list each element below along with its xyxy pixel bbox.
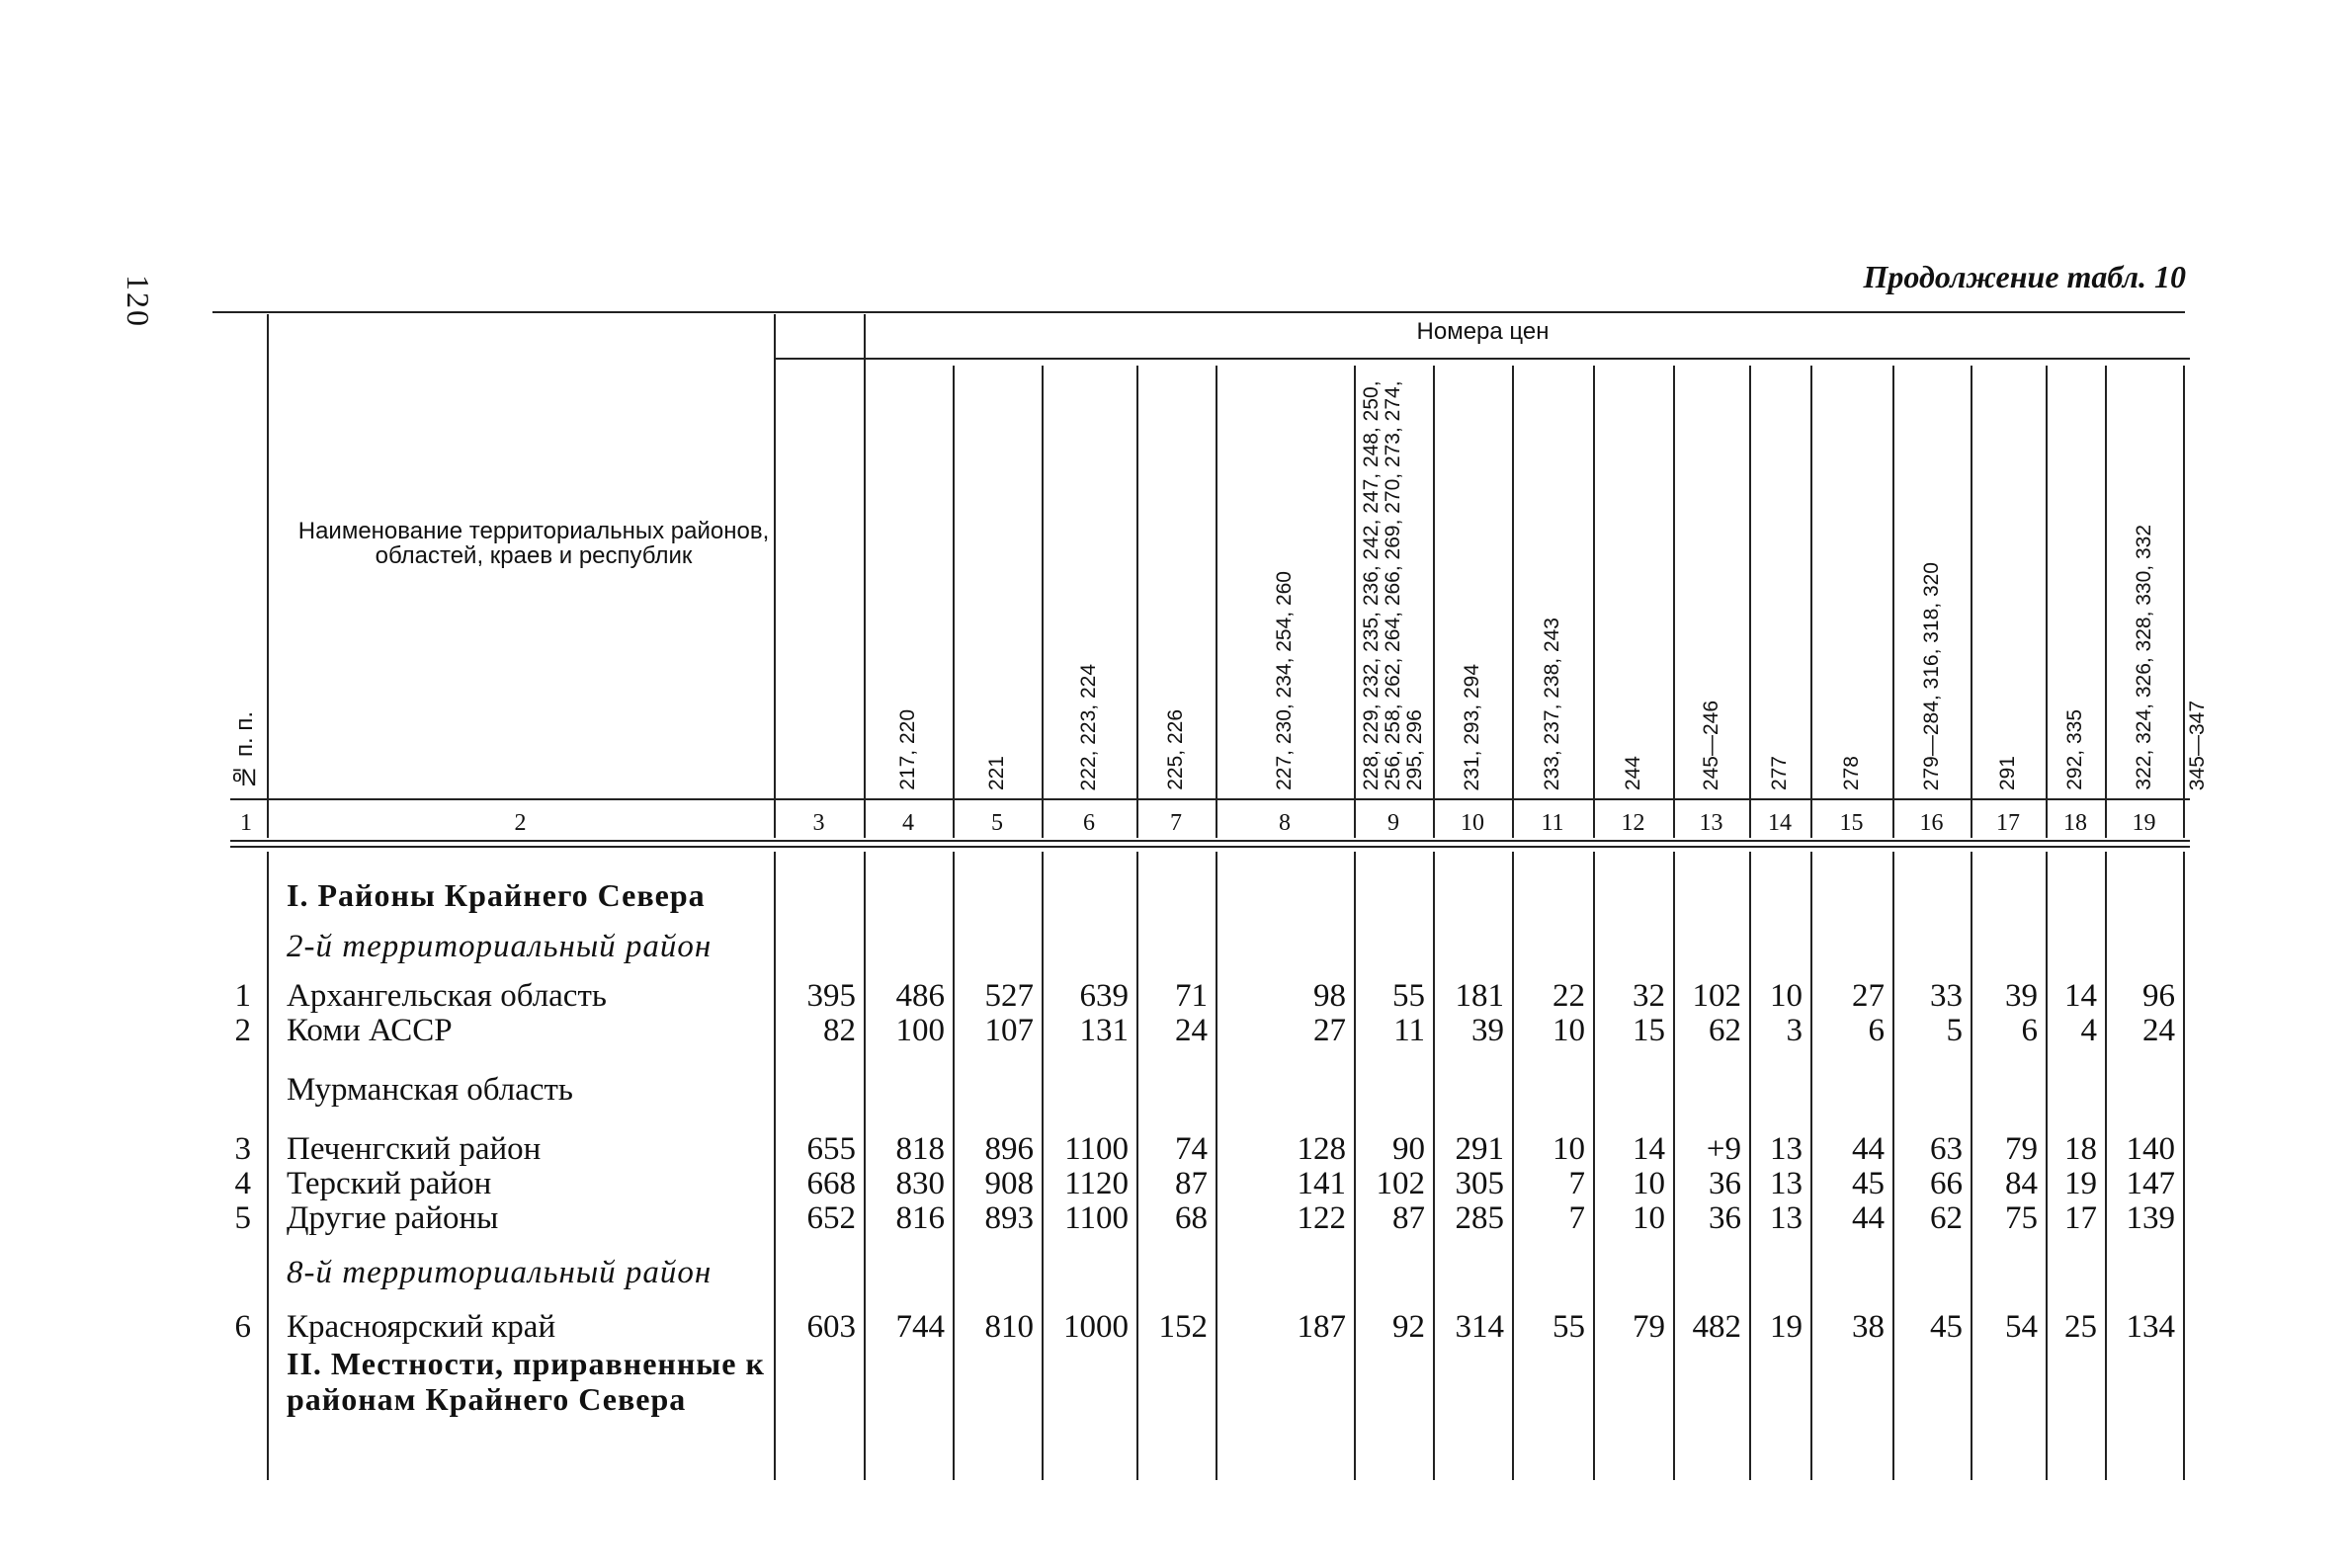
price-column-header bbox=[1753, 371, 1806, 790]
table-cell: 147 bbox=[2126, 1166, 2175, 1201]
column-number: 14 bbox=[1768, 810, 1792, 836]
price-column-header-label: 231, 293, 294 bbox=[1461, 663, 1483, 790]
table-cell: 18 bbox=[2064, 1131, 2097, 1167]
table-cell: 54 bbox=[2005, 1309, 2038, 1345]
price-column-header-label: 277 bbox=[1768, 755, 1791, 790]
section-heading: I. Районы Крайнего Севера bbox=[287, 877, 706, 913]
table-cell: 6 bbox=[1868, 1013, 1885, 1048]
header-column-divider bbox=[1354, 366, 1356, 838]
table-cell: 25 bbox=[2064, 1309, 2097, 1345]
table-cell: 27 bbox=[1852, 978, 1885, 1014]
price-column-header-label: 278 bbox=[1839, 755, 1863, 790]
table-cell: 139 bbox=[2126, 1200, 2175, 1236]
column-number: 18 bbox=[2063, 810, 2087, 836]
table-cell: 830 bbox=[895, 1166, 945, 1201]
table-cell: 7 bbox=[1568, 1200, 1585, 1236]
row-name: Печенгский район bbox=[287, 1131, 542, 1167]
table-cell: 1100 bbox=[1064, 1200, 1129, 1236]
price-column-header-label: 233, 237, 238, 243 bbox=[1541, 617, 1563, 790]
price-column-header bbox=[1896, 371, 1967, 790]
table-caption: Продолжение табл. 10 bbox=[1863, 259, 2186, 294]
table-cell: 10 bbox=[1552, 1131, 1585, 1167]
table-cell: 71 bbox=[1175, 978, 1208, 1014]
table-cell: 66 bbox=[1930, 1166, 1963, 1201]
table-cell: 87 bbox=[1392, 1200, 1425, 1236]
price-column-header bbox=[1516, 371, 1589, 790]
table-cell: 652 bbox=[806, 1200, 856, 1236]
table-cell: 45 bbox=[1852, 1166, 1885, 1201]
table-cell: 5 bbox=[1946, 1013, 1963, 1048]
name-column-header: Наименование территориальных районов, областей, краев и республик bbox=[297, 518, 770, 569]
price-column-header bbox=[1437, 371, 1508, 790]
price-column-header-label: 221 bbox=[985, 755, 1008, 790]
row-number-header bbox=[225, 632, 265, 790]
table-cell: 603 bbox=[806, 1309, 856, 1345]
price-column-header bbox=[1046, 371, 1133, 790]
table-cell: 44 bbox=[1852, 1131, 1885, 1167]
row-number: 4 bbox=[234, 1166, 251, 1201]
table-cell: 107 bbox=[984, 1013, 1034, 1048]
row-number: 3 bbox=[234, 1131, 251, 1167]
table-cell: 68 bbox=[1175, 1200, 1208, 1236]
table-cell: 13 bbox=[1770, 1200, 1803, 1236]
colnum-bottom-rule bbox=[230, 840, 2190, 842]
colnum-bottom-rule-2 bbox=[230, 846, 2190, 848]
header-column-divider bbox=[1433, 366, 1435, 838]
table-cell: 63 bbox=[1930, 1131, 1963, 1167]
price-column-header-label: 291 bbox=[1996, 755, 2019, 790]
table-cell: 19 bbox=[1770, 1309, 1803, 1345]
column-number: 5 bbox=[991, 810, 1003, 836]
table-cell: 13 bbox=[1770, 1166, 1803, 1201]
table-cell: 22 bbox=[1552, 978, 1585, 1014]
table-cell: 17 bbox=[2064, 1200, 2097, 1236]
table-cell: 152 bbox=[1158, 1309, 1208, 1345]
column-number: 11 bbox=[1541, 810, 1564, 836]
header-column-divider bbox=[267, 314, 269, 838]
table-cell: 100 bbox=[895, 1013, 945, 1048]
table-cell: 55 bbox=[1392, 978, 1425, 1014]
header-group-rule bbox=[774, 358, 2190, 360]
price-column-header-label: 322, 324, 326, 328, 330, 332 bbox=[2132, 525, 2155, 790]
table-cell: 96 bbox=[2142, 978, 2175, 1014]
table-cell: 55 bbox=[1552, 1309, 1585, 1345]
price-column-header-label: 217, 220 bbox=[896, 709, 919, 790]
table-cell: 140 bbox=[2126, 1131, 2175, 1167]
price-column-header-label: 345—347 bbox=[2186, 700, 2209, 790]
table-cell: 36 bbox=[1709, 1200, 1741, 1236]
price-column-header-label: 244 bbox=[1621, 755, 1644, 790]
table-cell: 285 bbox=[1455, 1200, 1504, 1236]
price-column-header bbox=[1814, 371, 1888, 790]
table-cell: 131 bbox=[1079, 1013, 1129, 1048]
table-cell: 19 bbox=[2064, 1166, 2097, 1201]
column-number: 2 bbox=[514, 810, 527, 836]
table-cell: 44 bbox=[1852, 1200, 1885, 1236]
table-cell: 45 bbox=[1930, 1309, 1963, 1345]
column-number: 12 bbox=[1621, 810, 1645, 836]
header-column-divider bbox=[1673, 366, 1675, 838]
table-cell: 181 bbox=[1455, 978, 1504, 1014]
table-cell: 79 bbox=[2005, 1131, 2038, 1167]
row-name: Терский район bbox=[287, 1166, 492, 1201]
body-column-divider bbox=[267, 852, 269, 1480]
table-cell: 11 bbox=[1393, 1013, 1425, 1048]
table-cell: 908 bbox=[984, 1166, 1034, 1201]
column-number: 1 bbox=[240, 810, 252, 836]
table-cell: 62 bbox=[1930, 1200, 1963, 1236]
header-column-divider bbox=[1042, 366, 1044, 838]
table-cell: 6 bbox=[2021, 1013, 2038, 1048]
table-cell: 395 bbox=[806, 978, 856, 1014]
table-cell: 896 bbox=[984, 1131, 1034, 1167]
top-rule bbox=[212, 311, 2185, 313]
body-column-divider bbox=[2183, 852, 2185, 1480]
table-cell: 122 bbox=[1297, 1200, 1346, 1236]
header-column-divider bbox=[1216, 366, 1217, 838]
table-cell: 744 bbox=[895, 1309, 945, 1345]
header-column-divider bbox=[1593, 366, 1595, 838]
table-cell: 305 bbox=[1455, 1166, 1504, 1201]
table-cell: 10 bbox=[1633, 1166, 1665, 1201]
table-cell: 102 bbox=[1376, 1166, 1425, 1201]
price-column-header bbox=[2109, 371, 2179, 790]
table-cell: 27 bbox=[1313, 1013, 1346, 1048]
price-column-header-label: 228, 229, 232, 235, 236, 242, 247, 248, 250, 256, 258, 262, 264, 266, 269, 270, 273, 274, 295, 296 bbox=[1360, 380, 1426, 790]
price-column-header bbox=[1219, 371, 1350, 790]
table-cell: 668 bbox=[806, 1166, 856, 1201]
price-column-header bbox=[1597, 371, 1669, 790]
column-number: 7 bbox=[1170, 810, 1182, 836]
row-name: Архангельская область bbox=[287, 978, 607, 1014]
price-column-header-label: 292, 335 bbox=[2063, 709, 2086, 790]
price-column-header-label: 279—284, 316, 318, 320 bbox=[1919, 561, 1943, 790]
price-column-header-label: 227, 230, 234, 254, 260 bbox=[1273, 571, 1296, 790]
column-number: 10 bbox=[1461, 810, 1484, 836]
header-column-divider bbox=[1749, 366, 1751, 838]
table-cell: 33 bbox=[1930, 978, 1963, 1014]
header-column-divider bbox=[2105, 366, 2107, 838]
price-column-header bbox=[2187, 371, 2209, 790]
table-cell: 39 bbox=[2005, 978, 2038, 1014]
table-cell: 141 bbox=[1297, 1166, 1346, 1201]
table-cell: 74 bbox=[1175, 1131, 1208, 1167]
table-cell: 291 bbox=[1455, 1131, 1504, 1167]
table-cell: 10 bbox=[1770, 978, 1803, 1014]
column-number: 13 bbox=[1699, 810, 1723, 836]
price-column-header-label: 222, 223, 224 bbox=[1077, 663, 1100, 790]
row-name: Красноярский край bbox=[287, 1309, 556, 1345]
header-column-divider bbox=[1971, 366, 1972, 838]
table-cell: 1120 bbox=[1064, 1166, 1129, 1201]
table-cell: 24 bbox=[2142, 1013, 2175, 1048]
table-cell: 32 bbox=[1633, 978, 1665, 1014]
column-number: 16 bbox=[1919, 810, 1944, 836]
table-cell: 1100 bbox=[1064, 1131, 1129, 1167]
table-cell: 527 bbox=[984, 978, 1034, 1014]
page-number: 120 bbox=[121, 275, 156, 328]
table-cell: +9 bbox=[1706, 1131, 1741, 1167]
column-number: 3 bbox=[812, 810, 825, 836]
table-cell: 13 bbox=[1770, 1131, 1803, 1167]
table-cell: 187 bbox=[1297, 1309, 1346, 1345]
header-bottom-rule bbox=[230, 798, 2190, 800]
column-number: 15 bbox=[1839, 810, 1864, 836]
price-column-header bbox=[1140, 371, 1212, 790]
table-cell: 36 bbox=[1709, 1166, 1741, 1201]
header-column-divider bbox=[2183, 366, 2185, 838]
table-cell: 15 bbox=[1633, 1013, 1665, 1048]
header-column-divider bbox=[1810, 366, 1812, 838]
table-cell: 134 bbox=[2126, 1309, 2175, 1345]
table-cell: 62 bbox=[1709, 1013, 1741, 1048]
header-column-divider bbox=[774, 314, 776, 838]
table-cell: 24 bbox=[1175, 1013, 1208, 1048]
price-column-header bbox=[2050, 371, 2101, 790]
table-cell: 4 bbox=[2080, 1013, 2097, 1048]
section-heading: II. Местности, приравненные к районам Крайнего Севера bbox=[287, 1346, 765, 1417]
table-cell: 816 bbox=[895, 1200, 945, 1236]
table-cell: 14 bbox=[1633, 1131, 1665, 1167]
table-cell: 10 bbox=[1552, 1013, 1585, 1048]
table-cell: 486 bbox=[895, 978, 945, 1014]
table-cell: 98 bbox=[1313, 978, 1346, 1014]
table-cell: 655 bbox=[806, 1131, 856, 1167]
price-column-header bbox=[1358, 371, 1429, 790]
column-number: 17 bbox=[1996, 810, 2020, 836]
table-cell: 10 bbox=[1633, 1200, 1665, 1236]
table-cell: 38 bbox=[1852, 1309, 1885, 1345]
table-cell: 7 bbox=[1568, 1166, 1585, 1201]
row-number: 2 bbox=[234, 1013, 251, 1048]
header-column-divider bbox=[2046, 366, 2048, 838]
subsection-heading: 8-й территориальный район bbox=[287, 1255, 713, 1290]
column-number: 6 bbox=[1083, 810, 1095, 836]
row-number: 1 bbox=[234, 978, 251, 1014]
row-number-header-label: № п. п. bbox=[231, 711, 258, 790]
table-cell: 1000 bbox=[1063, 1309, 1129, 1345]
price-column-header-label: 245—246 bbox=[1699, 700, 1722, 790]
table-cell: 79 bbox=[1633, 1309, 1665, 1345]
price-column-header-label: 225, 226 bbox=[1164, 709, 1187, 790]
table-cell: 810 bbox=[984, 1309, 1034, 1345]
header-column-divider bbox=[1512, 366, 1514, 838]
price-column-header bbox=[1677, 371, 1745, 790]
row-name: Коми АССР bbox=[287, 1013, 453, 1048]
column-number: 8 bbox=[1279, 810, 1291, 836]
subsection-heading: 2-й территориальный район bbox=[287, 929, 713, 964]
table-cell: 128 bbox=[1297, 1131, 1346, 1167]
header-column-divider bbox=[1892, 366, 1894, 838]
table-cell: 482 bbox=[1692, 1309, 1741, 1345]
table-cell: 102 bbox=[1692, 978, 1741, 1014]
header-column-divider bbox=[1136, 366, 1138, 838]
column-number: 4 bbox=[902, 810, 914, 836]
header-group-label: Номера цен bbox=[1416, 318, 1550, 345]
row-number: 6 bbox=[234, 1309, 251, 1345]
table-cell: 87 bbox=[1175, 1166, 1208, 1201]
table-cell: 39 bbox=[1471, 1013, 1504, 1048]
price-column-header bbox=[868, 371, 949, 790]
table-cell: 90 bbox=[1392, 1131, 1425, 1167]
column-number: 19 bbox=[2132, 810, 2156, 836]
table-cell: 639 bbox=[1079, 978, 1129, 1014]
row-name: Другие районы bbox=[287, 1200, 499, 1236]
table-cell: 3 bbox=[1786, 1013, 1803, 1048]
table-cell: 314 bbox=[1455, 1309, 1504, 1345]
price-column-header bbox=[957, 371, 1038, 790]
header-column-divider bbox=[864, 314, 866, 838]
header-column-divider bbox=[953, 366, 955, 838]
table-cell: 84 bbox=[2005, 1166, 2038, 1201]
price-column-header bbox=[1974, 371, 2042, 790]
table-cell: 893 bbox=[984, 1200, 1034, 1236]
table-cell: 92 bbox=[1392, 1309, 1425, 1345]
column-number: 9 bbox=[1387, 810, 1399, 836]
table-cell: 14 bbox=[2064, 978, 2097, 1014]
table-cell: 75 bbox=[2005, 1200, 2038, 1236]
table-cell: 818 bbox=[895, 1131, 945, 1167]
table-cell: 82 bbox=[823, 1013, 856, 1048]
group-heading: Мурманская область bbox=[287, 1072, 573, 1108]
row-number: 5 bbox=[234, 1200, 251, 1236]
